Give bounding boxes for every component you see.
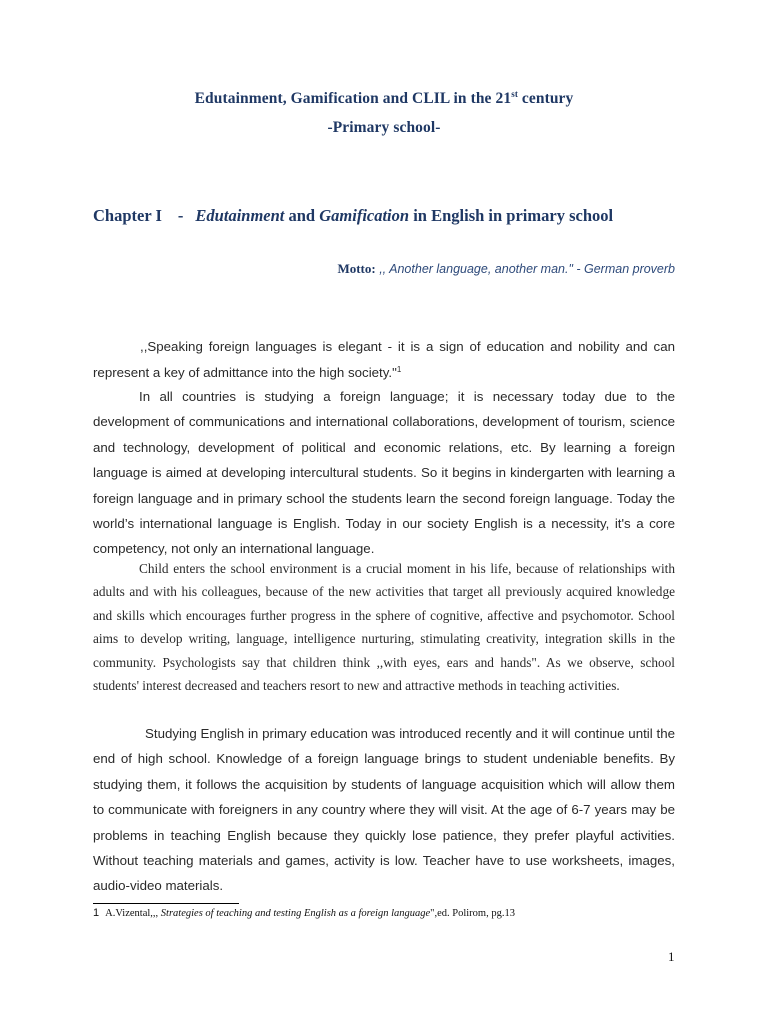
chapter-term-gamification: Gamification [319, 206, 410, 225]
title-main: Edutainment, Gamification and CLIL in the 21 [194, 90, 512, 107]
motto-label: Motto: [337, 261, 376, 276]
chapter-rest: in English in primary school [409, 206, 614, 225]
paragraph-school-environment: Child enters the school environment is a crucial moment in his life, because of relationships with adults and with his colleagues, because of the new activities that target all previously acquired knowledge and skills which encourages further progress in the sphere of cognitive, affective and psychomotor. School aims to develop writing, language, intelligence nurturing, stimulating creativity, integration skills in the community. Psychologists say that children think ,,with eyes, ears and hands". As we observe, school students' interest decreased and teachers resort to new and attractive methods in teaching activities. [93, 561, 675, 694]
paragraph-foreign-language: In all countries is studying a foreign language; it is necessary today due to the development of communications and international collaborations, development of tourism, science and technology, development of political and economic relations, etc. By learning a foreign language is aimed at developing intercultural students. So it begins in kindergarten with learning a foreign language and in primary school the students learn the second foreign language. Today the world’s international language is English. Today in our society English is a necessity, it's a core competency, not only an international language. [93, 389, 675, 557]
chapter-dash: - [177, 206, 184, 225]
chapter-heading [93, 206, 693, 226]
chapter-and: and [284, 206, 320, 225]
footnote [93, 907, 515, 919]
motto [337, 261, 675, 277]
document-title [0, 89, 768, 108]
footnote-number: 1 [93, 907, 100, 919]
title-superscript: st [511, 89, 518, 99]
paragraph-intro-quote [93, 335, 675, 384]
footnote-title: Strategies of teaching and testing English as a foreign language [160, 908, 431, 919]
footnote-separator [93, 903, 239, 904]
footnote-author: A.Vizental,,, [105, 908, 161, 919]
page-number: 1 [668, 949, 675, 964]
title-tail: century [517, 90, 574, 107]
chapter-label: Chapter I [93, 206, 162, 225]
paragraph-primary-education: Studying English in primary education was introduced recently and it will continue until the end of high school. Knowledge of a foreign language brings to student undeniable benefits. By studying them, it follows the acquisition by students of language acquisition which will allow them to communicate with foreigners in any country where they will visit. At the age of 6-7 years may be problems in teaching English because they quickly lose patience, they prefer playful activities. Without teaching materials and games, activity is low. Teacher have to use worksheets, images, audio-video materials. [93, 726, 675, 894]
motto-quote: ,, Another language, another man." - German proverb [375, 262, 675, 276]
paragraph-text: ,,Speaking foreign languages is elegant - it is a sign of education and nobility and can represent a key of admittance into the high society." [93, 339, 675, 380]
footnote-publisher: ",ed. Polirom, pg.13 [430, 908, 515, 919]
footnote-reference: 1 [396, 365, 402, 374]
chapter-term-edutainment: Edutainment [195, 206, 285, 225]
document-subtitle: -Primary school- [327, 119, 441, 136]
